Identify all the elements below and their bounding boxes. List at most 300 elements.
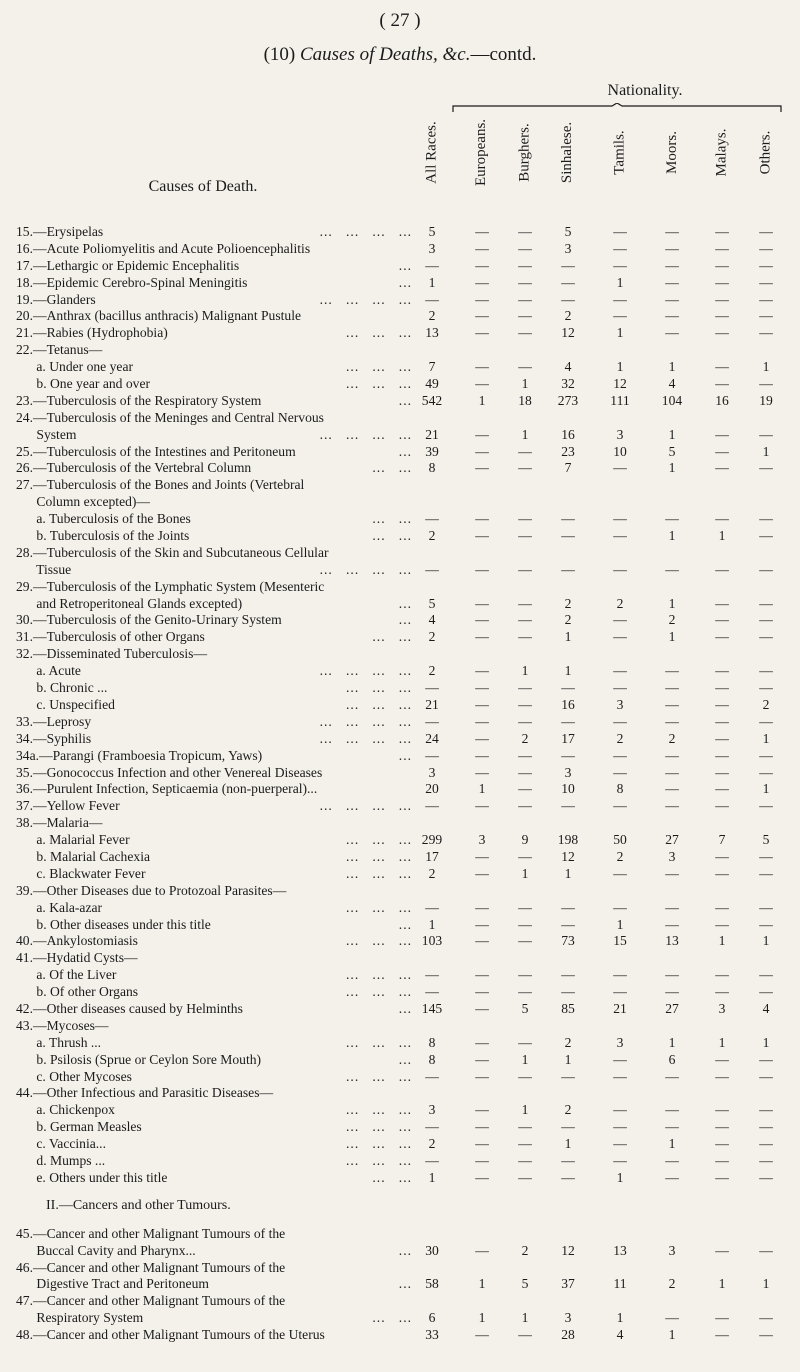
value-cell: —: [759, 663, 773, 679]
leader-dots: ... ... ...: [346, 680, 412, 696]
value-cell: 3: [428, 764, 436, 780]
value-cell: —: [665, 798, 679, 814]
value-cell: 23: [561, 443, 575, 459]
value-cell: 12: [613, 376, 627, 392]
value-cell: 1: [668, 528, 676, 544]
cause-label: 27.—Tuberculosis of the Bones and Joints (Vertebral: [16, 477, 305, 493]
value-cell: —: [665, 1119, 679, 1135]
value-cell: 13: [425, 325, 439, 341]
value-cell: —: [475, 376, 489, 392]
table-row: [0, 748, 800, 765]
value-cell: —: [665, 764, 679, 780]
table-row: [0, 427, 800, 444]
value-cell: —: [613, 764, 627, 780]
table-row: [0, 1153, 800, 1170]
cause-label: 29.—Tuberculosis of the Lymphatic System (Mesenteric: [16, 578, 325, 594]
leader-dots: ... ... ... ...: [319, 798, 412, 814]
value-cell: 16: [715, 392, 729, 408]
table-row: [0, 1001, 800, 1018]
cause-label: 20.—Anthrax (bacillus anthracis) Malignant Pustule: [16, 308, 302, 324]
leader-dots: ... ... ... ...: [319, 713, 412, 729]
value-cell: —: [475, 730, 489, 746]
value-cell: —: [715, 257, 729, 273]
value-cell: —: [475, 595, 489, 611]
cause-label: b. One year and over: [16, 376, 150, 392]
table-row: [0, 1310, 800, 1327]
value-cell: —: [475, 1169, 489, 1185]
value-cell: —: [518, 899, 532, 915]
value-cell: —: [518, 1136, 532, 1152]
value-cell: 1: [478, 1310, 486, 1326]
value-cell: 4: [762, 1000, 770, 1016]
value-cell: —: [665, 899, 679, 915]
value-cell: —: [715, 730, 729, 746]
table-row: [0, 1119, 800, 1136]
value-cell: 3: [616, 1034, 624, 1050]
table-row: [0, 1276, 800, 1293]
value-cell: 5: [564, 224, 572, 239]
cause-label: Buccal Cavity and Pharynx...: [16, 1242, 196, 1258]
causes-table: [0, 224, 800, 1344]
value-cell: 1: [478, 392, 486, 408]
value-cell: 27: [665, 832, 679, 848]
value-cell: —: [518, 764, 532, 780]
value-cell: —: [759, 257, 773, 273]
cause-label: d. Mumps ...: [16, 1152, 106, 1168]
value-cell: —: [715, 1310, 729, 1326]
value-cell: 49: [425, 376, 439, 392]
value-cell: 1: [478, 781, 486, 797]
value-cell: 5: [428, 224, 436, 239]
cause-label: 45.—Cancer and other Malignant Tumours of the: [16, 1225, 286, 1241]
value-cell: 2: [428, 1136, 436, 1152]
value-cell: 3: [616, 696, 624, 712]
leader-dots: ...: [398, 1051, 412, 1067]
column-header-label: Sinhalese.: [559, 121, 576, 183]
table-row: [0, 241, 800, 258]
table-row: [0, 883, 800, 900]
column-header: [556, 112, 580, 192]
value-cell: 1: [428, 1169, 436, 1185]
value-cell: —: [665, 916, 679, 932]
cause-label: a. Kala-azar: [16, 899, 103, 915]
value-cell: —: [759, 325, 773, 341]
value-cell: —: [715, 376, 729, 392]
leader-dots: ... ... ...: [346, 865, 412, 881]
leader-dots: ... ... ...: [346, 1068, 412, 1084]
value-cell: 18: [518, 392, 532, 408]
column-header: [710, 112, 734, 192]
value-cell: —: [518, 1119, 532, 1135]
cause-label: a. Acute: [16, 663, 81, 679]
table-row: [0, 967, 800, 984]
table-row: [0, 275, 800, 292]
value-cell: —: [759, 274, 773, 290]
value-cell: 3: [478, 832, 486, 848]
column-header: [608, 112, 632, 192]
cause-label: a. Thrush ...: [16, 1034, 102, 1050]
value-cell: —: [475, 1000, 489, 1016]
table-row: [0, 933, 800, 950]
cause-label: 46.—Cancer and other Malignant Tumours of the: [16, 1259, 286, 1275]
value-cell: 17: [425, 848, 439, 864]
column-header-label: Europeans.: [473, 118, 490, 186]
value-cell: 19: [759, 392, 773, 408]
column-header: [754, 112, 778, 192]
value-cell: —: [665, 781, 679, 797]
value-cell: —: [715, 561, 729, 577]
value-cell: 20: [425, 781, 439, 797]
value-cell: 9: [521, 832, 529, 848]
cause-label: b. Of other Organs: [16, 984, 139, 1000]
value-cell: 1: [718, 528, 726, 544]
value-cell: 21: [613, 1000, 627, 1016]
value-cell: —: [518, 561, 532, 577]
value-cell: —: [518, 916, 532, 932]
table-row: [0, 1018, 800, 1035]
leader-dots: ... ...: [372, 511, 412, 527]
value-cell: —: [475, 899, 489, 915]
value-cell: —: [475, 561, 489, 577]
value-cell: 1: [762, 781, 770, 797]
value-cell: 273: [557, 392, 579, 408]
table-row: [0, 798, 800, 815]
column-header: [513, 112, 537, 192]
value-cell: 1: [616, 325, 624, 341]
value-cell: —: [715, 696, 729, 712]
value-cell: —: [475, 916, 489, 932]
value-cell: —: [475, 426, 489, 442]
value-cell: 8: [428, 1051, 436, 1067]
value-cell: —: [665, 1310, 679, 1326]
table-row: [0, 917, 800, 934]
table-row: [0, 680, 800, 697]
leader-dots: ... ... ... ...: [319, 291, 412, 307]
value-cell: 32: [561, 376, 575, 392]
value-cell: 5: [762, 832, 770, 848]
value-cell: —: [561, 1119, 575, 1135]
value-cell: 1: [521, 865, 529, 881]
value-cell: —: [715, 680, 729, 696]
value-cell: —: [665, 1152, 679, 1168]
value-cell: —: [759, 1102, 773, 1118]
value-cell: 1: [521, 663, 529, 679]
cause-label: b. Chronic ...: [16, 680, 108, 696]
value-cell: 3: [564, 764, 572, 780]
table-row: [0, 900, 800, 917]
value-cell: —: [715, 848, 729, 864]
value-cell: —: [518, 967, 532, 983]
value-cell: —: [425, 561, 439, 577]
value-cell: —: [475, 933, 489, 949]
value-cell: 1: [564, 1136, 572, 1152]
value-cell: —: [665, 257, 679, 273]
value-cell: —: [425, 291, 439, 307]
leader-dots: ... ... ...: [346, 359, 412, 375]
value-cell: —: [475, 747, 489, 763]
cause-label: a. Chickenpox: [16, 1102, 115, 1118]
table-row: [0, 1102, 800, 1119]
value-cell: 3: [428, 1102, 436, 1118]
table-row: [0, 511, 800, 528]
column-header-label: All Races.: [423, 120, 440, 184]
value-cell: —: [475, 713, 489, 729]
cause-label: 38.—Malaria—: [16, 815, 103, 831]
leader-dots: ... ... ...: [346, 696, 412, 712]
value-cell: —: [759, 848, 773, 864]
value-cell: —: [715, 595, 729, 611]
value-cell: 7: [564, 460, 572, 476]
value-cell: —: [518, 224, 532, 239]
value-cell: 2: [428, 865, 436, 881]
value-cell: —: [475, 798, 489, 814]
value-cell: —: [715, 984, 729, 1000]
value-cell: —: [715, 308, 729, 324]
value-cell: —: [613, 984, 627, 1000]
value-cell: 2: [428, 629, 436, 645]
value-cell: 7: [428, 359, 436, 375]
value-cell: —: [665, 308, 679, 324]
cause-label: 42.—Other diseases caused by Helminths: [16, 1000, 243, 1016]
leader-dots: ...: [398, 257, 412, 273]
value-cell: —: [518, 443, 532, 459]
cause-label: 32.—Disseminated Tuberculosis—: [16, 646, 208, 662]
value-cell: —: [759, 984, 773, 1000]
value-cell: —: [759, 1119, 773, 1135]
cause-label: b. Psilosis (Sprue or Ceylon Sore Mouth): [16, 1051, 262, 1067]
value-cell: —: [425, 967, 439, 983]
value-cell: 24: [425, 730, 439, 746]
value-cell: —: [665, 696, 679, 712]
value-cell: 6: [668, 1051, 676, 1067]
value-cell: —: [715, 663, 729, 679]
value-cell: —: [475, 274, 489, 290]
value-cell: —: [759, 1136, 773, 1152]
leader-dots: ... ... ...: [346, 376, 412, 392]
value-cell: —: [425, 899, 439, 915]
value-cell: —: [759, 460, 773, 476]
value-cell: —: [759, 916, 773, 932]
page-title: [0, 44, 800, 66]
value-cell: —: [561, 680, 575, 696]
value-cell: —: [425, 747, 439, 763]
value-cell: —: [475, 1034, 489, 1050]
value-cell: —: [759, 1169, 773, 1185]
value-cell: 16: [561, 696, 575, 712]
table-row: [0, 528, 800, 545]
cause-label: 18.—Epidemic Cerebro-Spinal Meningitis: [16, 274, 248, 290]
value-cell: —: [613, 240, 627, 256]
value-cell: —: [518, 1327, 532, 1343]
value-cell: —: [665, 561, 679, 577]
value-cell: 1: [616, 1310, 624, 1326]
column-header: [420, 112, 444, 192]
table-row: [0, 984, 800, 1001]
value-cell: —: [613, 1051, 627, 1067]
value-cell: —: [613, 460, 627, 476]
leader-dots: ... ...: [372, 528, 412, 544]
value-cell: —: [561, 1152, 575, 1168]
value-cell: —: [759, 612, 773, 628]
table-row: [0, 629, 800, 646]
value-cell: —: [561, 274, 575, 290]
value-cell: —: [518, 696, 532, 712]
value-cell: —: [475, 848, 489, 864]
leader-dots: ...: [398, 612, 412, 628]
cause-label: 24.—Tuberculosis of the Meninges and Central Nervous: [16, 409, 324, 425]
value-cell: —: [715, 1068, 729, 1084]
value-cell: 3: [564, 240, 572, 256]
table-row: [0, 460, 800, 477]
value-cell: 1: [668, 629, 676, 645]
value-cell: 12: [561, 848, 575, 864]
value-cell: —: [475, 629, 489, 645]
value-cell: —: [518, 747, 532, 763]
value-cell: 2: [428, 528, 436, 544]
value-cell: —: [475, 240, 489, 256]
value-cell: 2: [428, 308, 436, 324]
value-cell: 16: [561, 426, 575, 442]
value-cell: 299: [421, 832, 443, 848]
cause-label: 21.—Rabies (Hydrophobia): [16, 325, 168, 341]
value-cell: —: [613, 1119, 627, 1135]
value-cell: 1: [478, 1276, 486, 1292]
value-cell: —: [613, 511, 627, 527]
title-suffix: —contd.: [470, 44, 537, 65]
value-cell: —: [518, 1152, 532, 1168]
table-row: [0, 258, 800, 275]
value-cell: —: [759, 561, 773, 577]
leader-dots: ...: [398, 274, 412, 290]
cause-label: 35.—Gonococcus Infection and other Venereal Diseases: [16, 764, 323, 780]
value-cell: —: [425, 984, 439, 1000]
value-cell: —: [518, 240, 532, 256]
value-cell: 1: [428, 274, 436, 290]
value-cell: —: [613, 224, 627, 239]
cause-label: a. Of the Liver: [16, 967, 117, 983]
table-row: [0, 765, 800, 782]
cause-label: Digestive Tract and Peritoneum: [16, 1276, 209, 1292]
table-row: [0, 1085, 800, 1102]
value-cell: —: [759, 764, 773, 780]
value-cell: —: [561, 1169, 575, 1185]
value-cell: 198: [557, 832, 579, 848]
value-cell: —: [613, 680, 627, 696]
value-cell: 5: [521, 1000, 529, 1016]
cause-label: b. Tuberculosis of the Joints: [16, 528, 190, 544]
leader-dots: ...: [398, 443, 412, 459]
value-cell: 7: [718, 832, 726, 848]
value-cell: —: [759, 511, 773, 527]
value-cell: —: [561, 257, 575, 273]
value-cell: 3: [428, 240, 436, 256]
value-cell: 1: [521, 426, 529, 442]
value-cell: —: [613, 1152, 627, 1168]
cause-label: System: [16, 426, 77, 442]
value-cell: —: [475, 257, 489, 273]
value-cell: 85: [561, 1000, 575, 1016]
value-cell: —: [665, 865, 679, 881]
value-cell: —: [475, 1102, 489, 1118]
value-cell: 2: [668, 1276, 676, 1292]
value-cell: —: [715, 426, 729, 442]
value-cell: 1: [564, 663, 572, 679]
value-cell: —: [613, 308, 627, 324]
table-row: [0, 410, 800, 427]
value-cell: 5: [428, 595, 436, 611]
value-cell: —: [715, 747, 729, 763]
leader-dots: ... ... ...: [346, 1102, 412, 1118]
value-cell: —: [759, 291, 773, 307]
value-cell: —: [715, 612, 729, 628]
cause-label: 36.—Purulent Infection, Septicaemia (non-puerperal)...: [16, 781, 318, 797]
value-cell: —: [715, 967, 729, 983]
cause-label: 23.—Tuberculosis of the Respiratory System: [16, 392, 262, 408]
value-cell: —: [759, 899, 773, 915]
value-cell: —: [665, 325, 679, 341]
value-cell: 1: [718, 1034, 726, 1050]
value-cell: —: [759, 798, 773, 814]
value-cell: 1: [668, 359, 676, 375]
leader-dots: ... ... ...: [346, 1152, 412, 1168]
leader-dots: ...: [398, 1242, 412, 1258]
value-cell: 2: [428, 663, 436, 679]
value-cell: —: [475, 291, 489, 307]
value-cell: 1: [564, 865, 572, 881]
value-cell: —: [665, 274, 679, 290]
value-cell: 4: [668, 376, 676, 392]
table-row: [0, 849, 800, 866]
leader-dots: ...: [398, 1276, 412, 1292]
cause-label: 22.—Tetanus—: [16, 342, 103, 358]
value-cell: —: [613, 899, 627, 915]
leader-dots: ...: [398, 595, 412, 611]
value-cell: 6: [428, 1310, 436, 1326]
value-cell: —: [759, 376, 773, 392]
cause-label: 26.—Tuberculosis of the Vertebral Column: [16, 460, 252, 476]
value-cell: —: [475, 663, 489, 679]
leader-dots: ... ...: [372, 460, 412, 476]
value-cell: —: [715, 224, 729, 239]
value-cell: —: [425, 680, 439, 696]
cause-label: 17.—Lethargic or Epidemic Encephalitis: [16, 257, 240, 273]
table-row: [0, 1136, 800, 1153]
table-row: [0, 950, 800, 967]
value-cell: —: [518, 798, 532, 814]
column-header: [470, 112, 494, 192]
value-cell: —: [518, 308, 532, 324]
value-cell: 2: [616, 730, 624, 746]
value-cell: 4: [564, 359, 572, 375]
value-cell: —: [759, 680, 773, 696]
value-cell: 5: [668, 443, 676, 459]
table-row: [0, 393, 800, 410]
cause-label: 16.—Acute Poliomyelitis and Acute Polioencephalitis: [16, 240, 311, 256]
value-cell: —: [715, 443, 729, 459]
page-number: ( 27 ): [379, 10, 421, 31]
column-header-label: Malays.: [713, 128, 730, 176]
value-cell: —: [518, 257, 532, 273]
value-cell: 1: [521, 1310, 529, 1326]
table-row: [0, 376, 800, 393]
value-cell: —: [665, 511, 679, 527]
table-row: [0, 562, 800, 579]
value-cell: —: [665, 747, 679, 763]
value-cell: —: [715, 764, 729, 780]
cause-label: 40.—Ankylostomiasis: [16, 933, 138, 949]
value-cell: —: [759, 967, 773, 983]
value-cell: —: [613, 713, 627, 729]
